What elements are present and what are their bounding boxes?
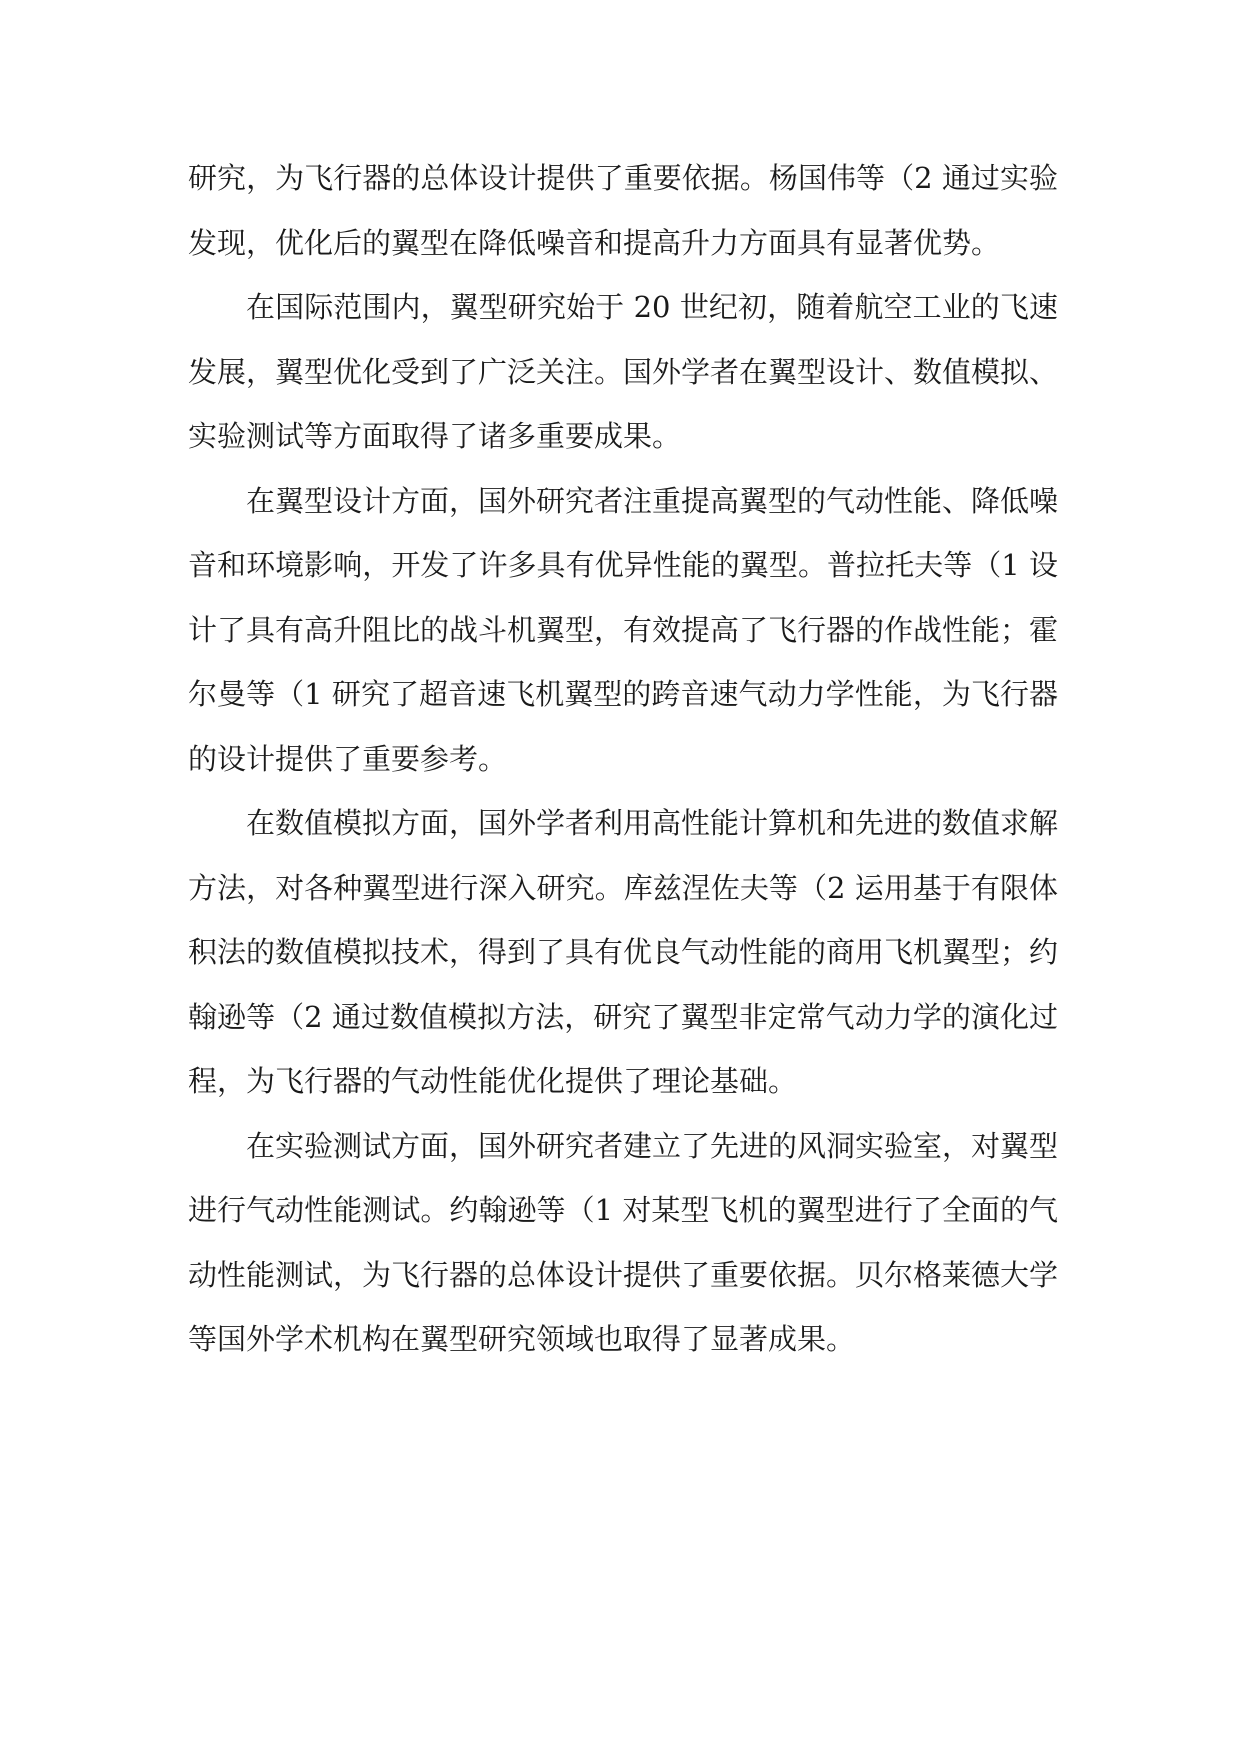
body-text (188, 146, 1058, 1372)
paragraph-experimental-testing: 在实验测试方面，国外研究者建立了先进的风洞实验室，对翼型进行气动性能测试。约翰逊等（1 对某型飞机的翼型进行了全面的气动性能测试，为飞行器的总体设计提供了重要依据。贝尔格莱德大学等国外学术机构在翼型研究领域也取得了显著成果。 (188, 1128, 1059, 1356)
paragraph-international-overview: 在国际范围内，翼型研究始于 20 世纪初，随着航空工业的飞速发展，翼型优化受到了广泛关注。国外学者在翼型设计、数值模拟、实验测试等方面取得了诸多重要成果。 (188, 290, 1059, 453)
paragraph-continuation: 研究，为飞行器的总体设计提供了重要依据。杨国伟等（2 通过实验发现，优化后的翼型在降低噪音和提高升力方面具有显著优势。 (188, 161, 1058, 260)
paragraph-airfoil-design: 在翼型设计方面，国外研究者注重提高翼型的气动性能、降低噪音和环境影响，开发了许多具有优异性能的翼型。普拉托夫等（1 设计了具有高升阻比的战斗机翼型，有效提高了飞行器的作战性能；霍尔曼等（1 研究了超音速飞机翼型的跨音速气动力学性能，为飞行器的设计提供了重要参考。 (188, 483, 1059, 776)
paragraph-numerical-simulation: 在数值模拟方面，国外学者利用高性能计算机和先进的数值求解方法，对各种翼型进行深入研究。库兹涅佐夫等（2 运用基于有限体积法的数值模拟技术，得到了具有优良气动性能的商用飞机翼型；约翰逊等（2 通过数值模拟方法，研究了翼型非定常气动力学的演化过程，为飞行器的气动性能优化提供了理论基础。 (188, 806, 1059, 1098)
